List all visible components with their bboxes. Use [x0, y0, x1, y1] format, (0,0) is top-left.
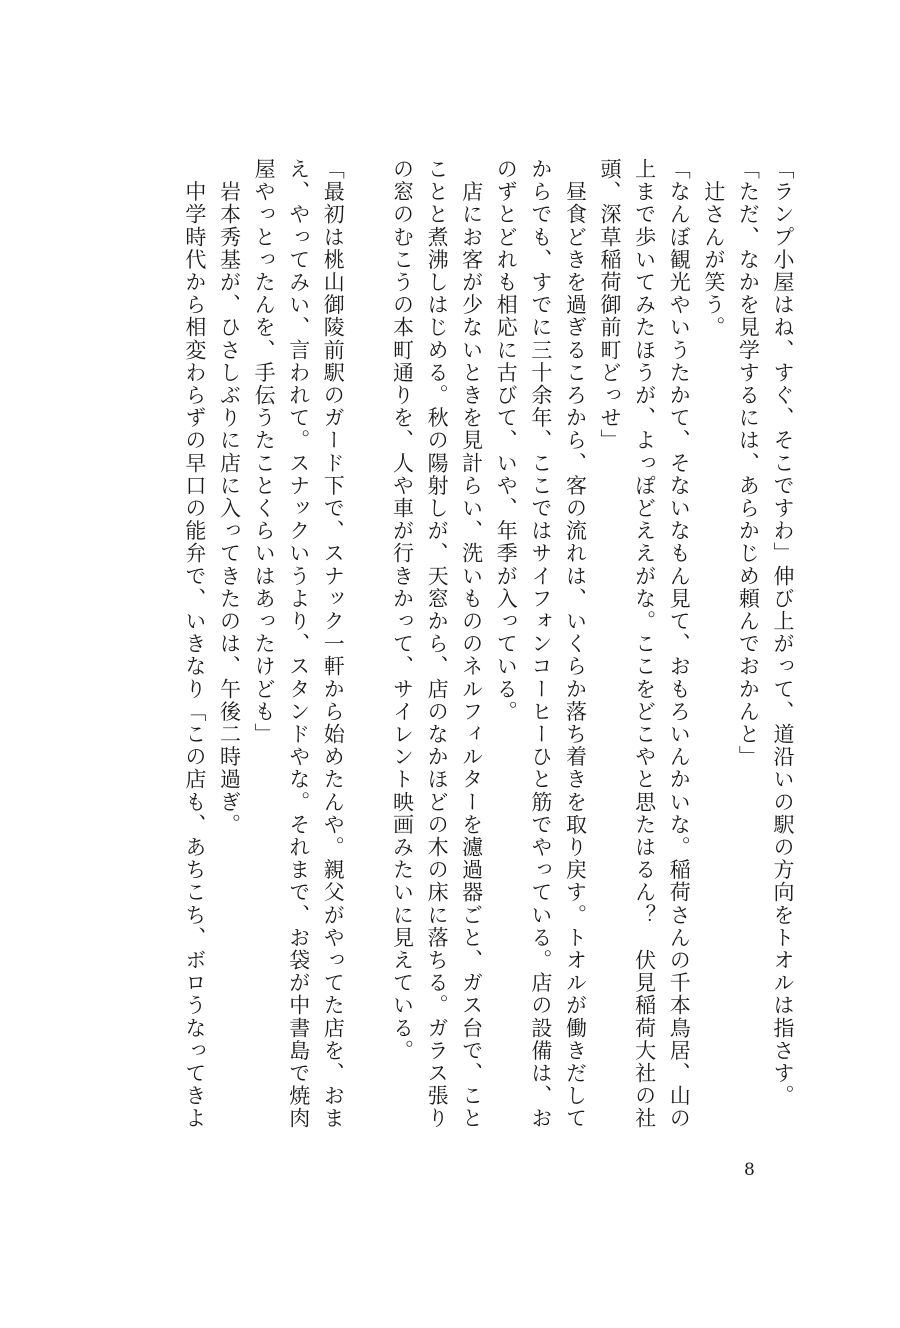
text-line: 辻さんが笑う。: [701, 158, 726, 339]
text-line: からでも、すでに三十余年、ここではサイフォンコーヒーひと筋でやっている。店の設備は、お: [528, 158, 553, 1130]
text-line: 岩本秀基が、ひさしぶりに店に入ってきたのは、午後二時過ぎ。: [217, 158, 242, 836]
blank-line: [350, 158, 385, 1138]
text-line: 「ランプ小屋はね、すぐ、そこですわ」伸び上がって、道沿いの駅の方向をトオルは指さす。: [771, 158, 795, 1108]
text-line: 「ただ、なかを見学するには、あらかじめ頼んでおかんと」: [736, 158, 761, 769]
vertical-text-body: [120, 158, 800, 1138]
text-line: 上まで歩いてみたほうが、よっぽどええがな。ここをどこやと思たはるん？ 伏見稲荷大社の社: [632, 158, 657, 1130]
page-number: 8: [744, 1160, 755, 1180]
text-line: 「最初は桃山御陵前駅のガード下で、スナック一軒から始めたんや。親父がやってた店を、おま: [321, 158, 346, 1130]
text-line: 「なんぼ観光やいうたかて、そないなもん見て、おもろいんかいな。稲荷さんの千本鳥居、山の: [667, 158, 692, 1130]
text-line: ことと煮沸しはじめる。秋の陽射しが、天窓から、店のなかほどの木の床に落ちる。ガラス張り: [425, 158, 450, 1130]
text-line: 店にお客が少ないときを見計らい、洗いもののネルフィルターを濾過器ごと、ガス台で、こと: [459, 158, 484, 1130]
text-line: の窓のむこうの本町通りを、人や車が行きかって、サイレント映画みたいに見えている。: [390, 158, 415, 1062]
text-line: え、やってみい、言われて。スナックいうより、スタンドやな。それまで、お袋が中書島で焼肉: [286, 158, 311, 1130]
text-line: 頭、深草稲荷御前町どっせ」: [598, 158, 623, 452]
text-line: 屋やっとったんを、手伝うたことくらいはあったけども」: [252, 158, 277, 746]
text-line: 中学時代から相変わらずの早口の能弁で、いきなり「この店も、あちこち、ボロうなってきよ: [182, 158, 207, 1130]
text-line: 昼食どきを過ぎるころから、客の流れは、いくらか落ち着きを取り戻す。トオルが働きだして: [563, 158, 588, 1130]
text-line: のずとどれも相応に古びて、いや、年季が入っている。: [494, 158, 519, 723]
